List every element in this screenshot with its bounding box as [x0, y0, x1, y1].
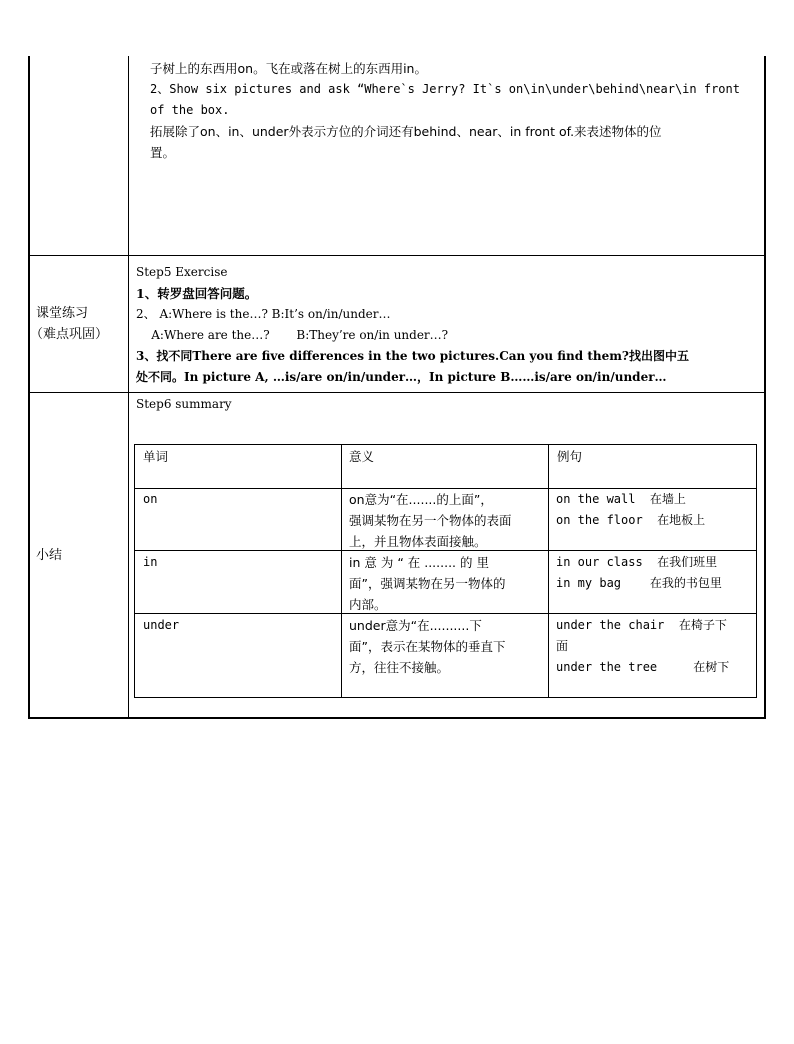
- summary-col-divider-1: [341, 444, 342, 698]
- row-divider-1: [28, 255, 766, 256]
- exercise-line-4: 3、找不同There are five differences in the two pictures.Can you find them?找出图中五: [136, 349, 689, 363]
- meaning-on-3: 上，并且物体表面接触。: [349, 534, 487, 549]
- meaning-under-1: under意为“在..........下: [349, 618, 482, 633]
- word-in: in: [143, 555, 158, 569]
- row1-line-4: 拓展除了on、in、under外表示方位的介词还有behind、near、in front of.来表述物体的位: [150, 124, 662, 139]
- column-divider: [128, 56, 129, 719]
- header-word: 单词: [143, 449, 169, 464]
- exercise-line-1: 1、转罗盘回答问题。: [136, 286, 258, 301]
- summary-row-divider-2: [134, 613, 757, 614]
- example-under-2: 面: [556, 639, 569, 653]
- row1-line-3: of the box.: [150, 103, 230, 117]
- row1-line-5: 置。: [150, 145, 176, 160]
- exercise-label: 课堂练习: [36, 306, 89, 321]
- word-under: under: [143, 618, 180, 632]
- meaning-under-3: 方，往往不接触。: [349, 660, 450, 675]
- exercise-line-3: A:Where are the…? B:They’re on/in under…?: [136, 328, 449, 342]
- meaning-under-2: 面”，表示在某物体的垂直下: [349, 639, 506, 654]
- summary-label: 小结: [36, 548, 63, 563]
- example-in-2: in my bag 在我的书包里: [556, 576, 722, 590]
- meaning-in-1: in 意 为 “ 在 ........ 的 里: [349, 555, 489, 570]
- row1-line-2: 2、Show six pictures and ask “Where`s Jerry? It`s on\in\under\behind\near\in front: [150, 82, 740, 96]
- row1-line-1: 子树上的东西用on。飞在或落在树上的东西用in。: [150, 61, 427, 76]
- step6-title: Step6 summary: [136, 397, 232, 411]
- header-example: 例句: [557, 449, 583, 464]
- meaning-in-3: 内部。: [349, 597, 387, 612]
- example-on-1: on the wall 在墙上: [556, 492, 686, 506]
- exercise-line-5: 处不同。In picture A, …is/are on/in/under…，In picture B……is/are on/in/under…: [136, 370, 667, 384]
- exercise-line-2: 2、 A:Where is the…? B:It’s on/in/under…: [136, 307, 391, 321]
- example-on-2: on the floor 在地板上: [556, 513, 706, 527]
- summary-col-divider-2: [548, 444, 549, 698]
- step5-title: Step5 Exercise: [136, 265, 228, 279]
- example-under-3: under the tree 在树下: [556, 660, 730, 674]
- meaning-on-1: on意为“在.......的上面”，: [349, 492, 493, 507]
- meaning-in-2: 面”，强调某物在另一物体的: [349, 576, 506, 591]
- exercise-sublabel: （难点巩固）: [30, 327, 109, 342]
- row-divider-2: [28, 392, 766, 393]
- header-meaning: 意义: [349, 449, 375, 464]
- word-on: on: [143, 492, 158, 506]
- example-in-1: in our class 在我们班里: [556, 555, 718, 569]
- meaning-on-2: 强调某物在另一个物体的表面: [349, 513, 512, 528]
- example-under-1: under the chair 在椅子下: [556, 618, 727, 632]
